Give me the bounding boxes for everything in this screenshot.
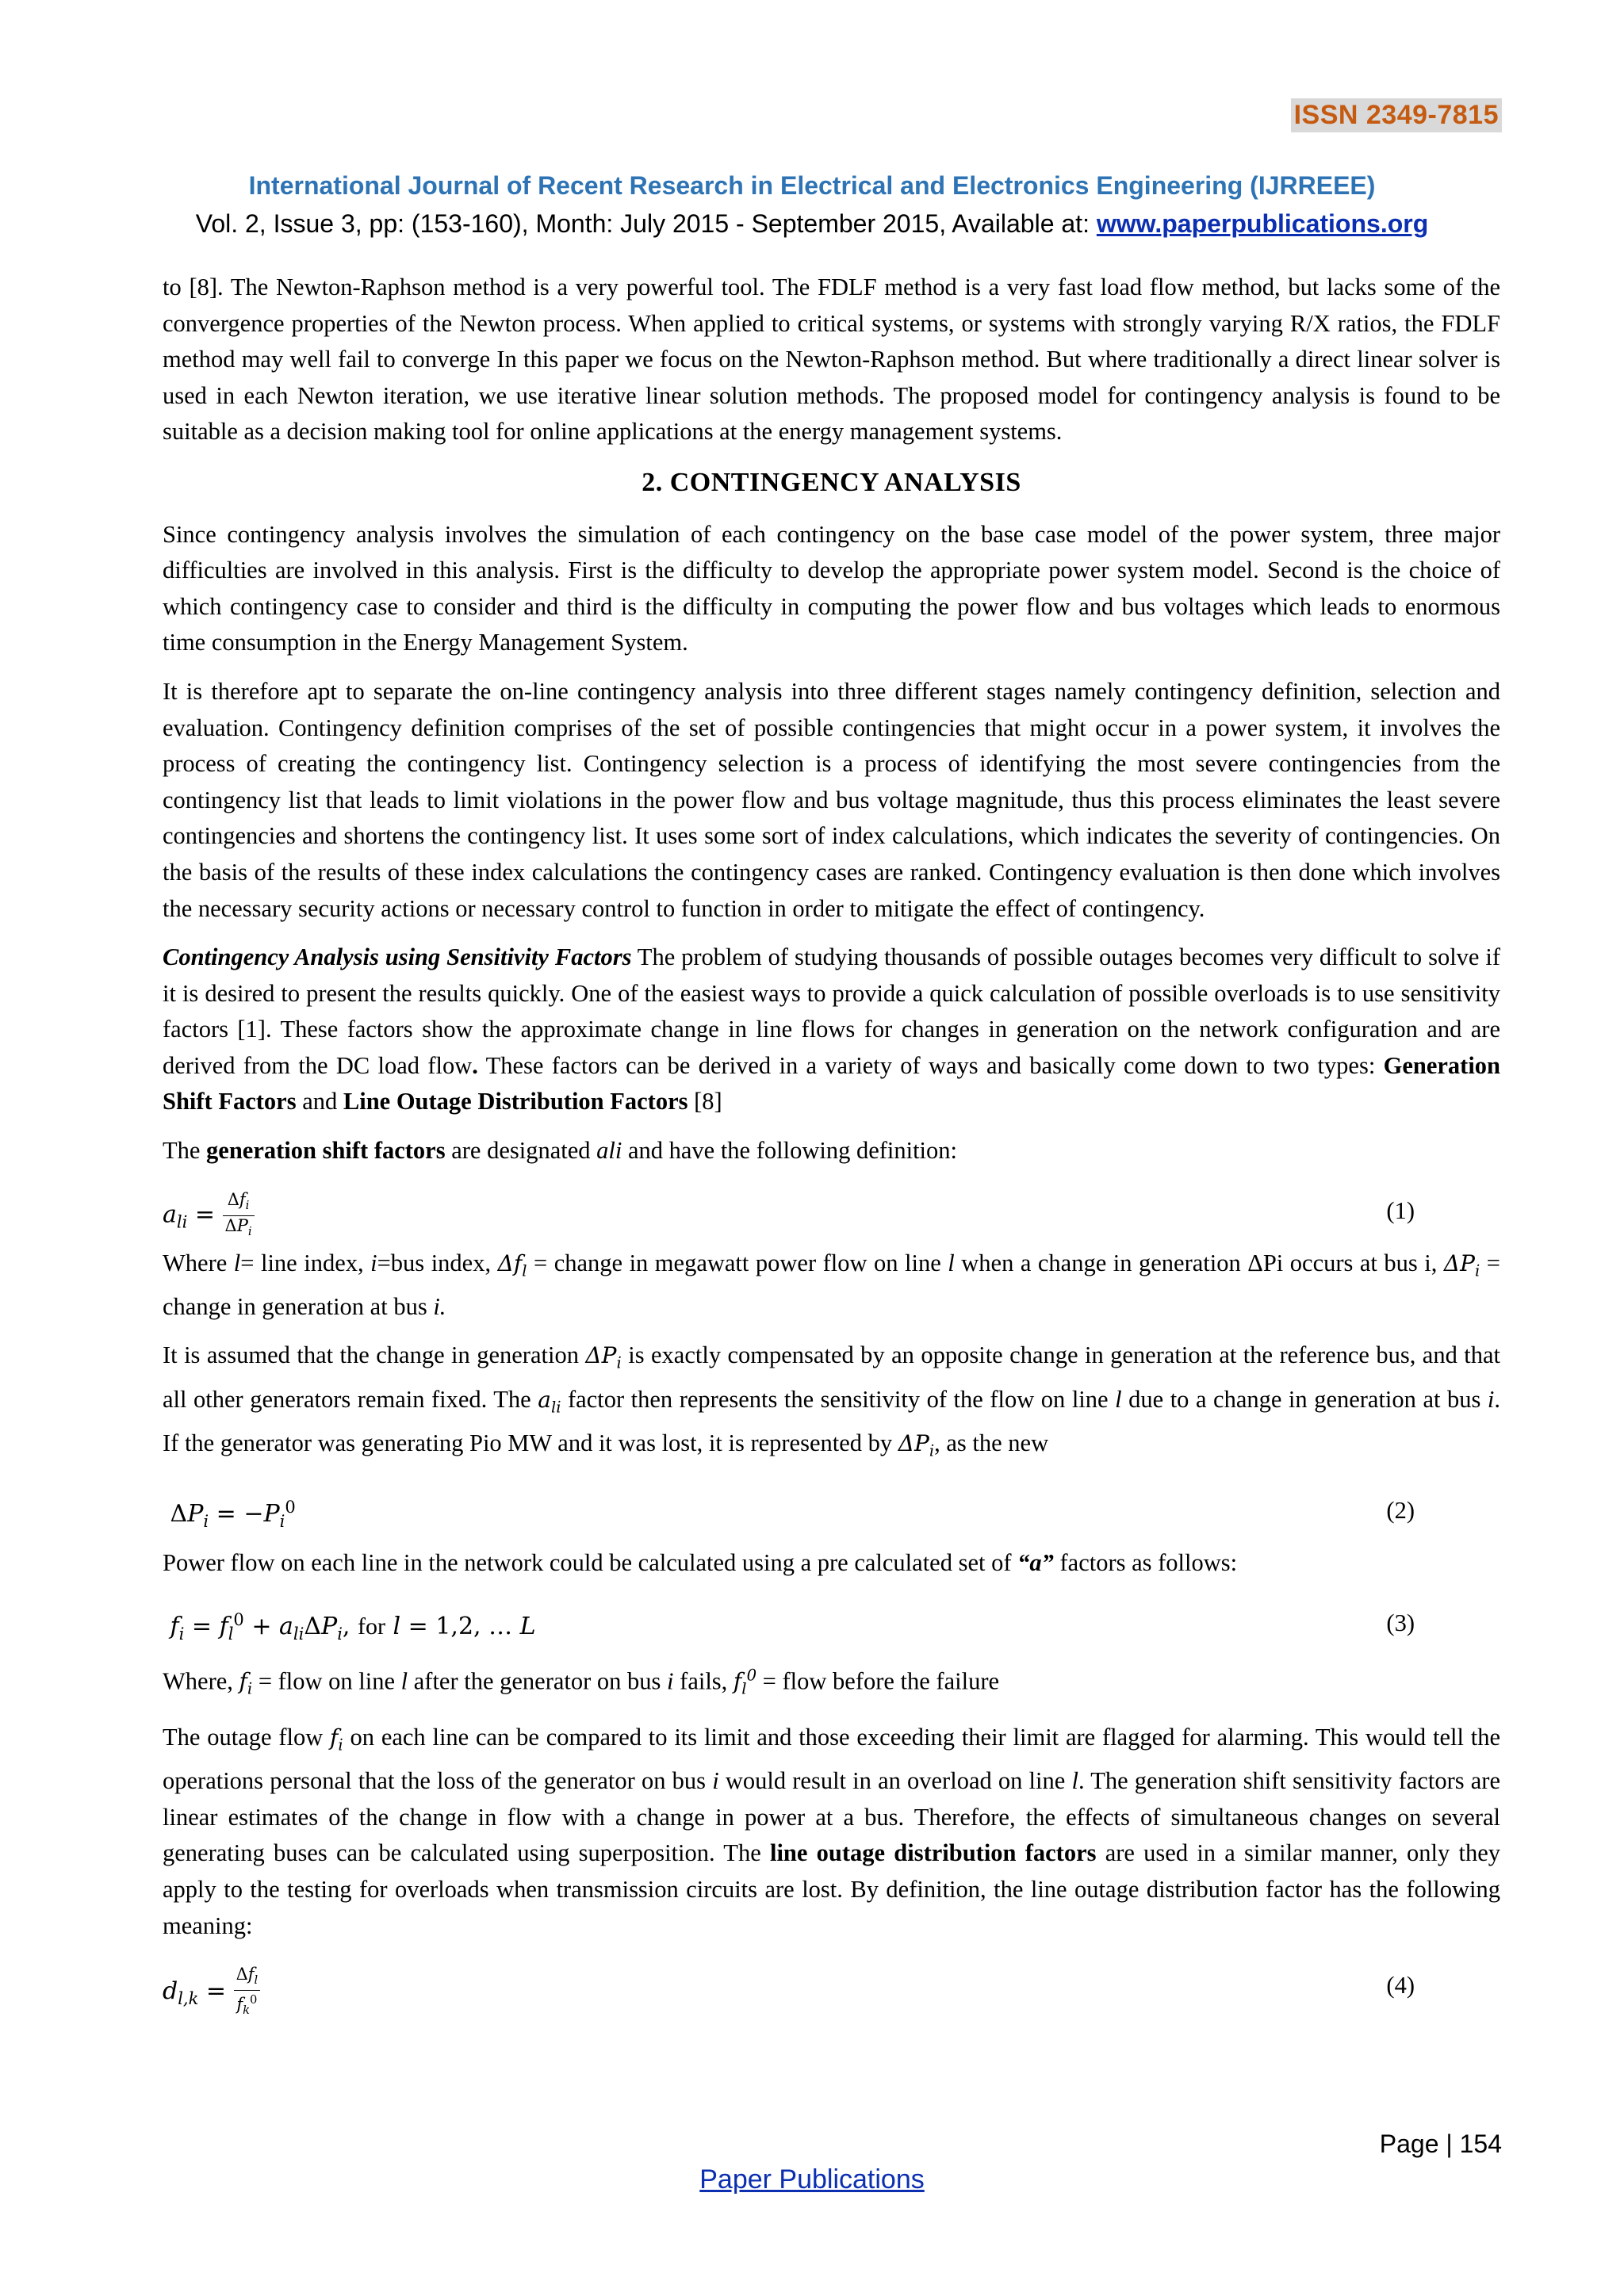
text-span: after the generator on bus (408, 1667, 668, 1694)
text-span: Where (163, 1249, 234, 1276)
journal-url-link[interactable]: www.paperpublications.org (1096, 209, 1429, 238)
paragraph-where-1: Where l= line index, i=bus index, $\Delta f_l$ = change in megawatt power flow on line l when a change in generation ΔPi occurs at bus i, $\Delta P_i$ = change in generation at bus i. (163, 1249, 1500, 1320)
text-span: . (472, 1051, 478, 1079)
page-number: Page | 154 (1379, 2130, 1502, 2158)
journal-title: International Journal of Recent Research in Electrical and Electronics Engineering (IJRREEE) (248, 171, 1376, 200)
equation-4-number: (4) (1386, 1972, 1415, 1999)
term-gsf: Generation Shift Factors (163, 1051, 1501, 1115)
paragraph-power-flow (163, 1545, 1500, 1582)
text-span: = flow before the failure (756, 1667, 1000, 1694)
equation-4-formula: $d_{l,k}$ = $\frac{\Delta f_l}{f_k^0}$ (163, 1965, 260, 2020)
text-span: on each line can be compared to its limit and those exceeding their limit are flagged for alarming. This would tell the operations personal that the loss of the generator on bus (163, 1724, 1500, 1795)
text-span: = flow on line (252, 1667, 401, 1694)
issn-badge: ISSN 2349-7815 (1291, 98, 1502, 132)
text-span: factor then represents the sensitivity of the flow on line (561, 1385, 1116, 1413)
text-span: = change in generation at bus (163, 1249, 1500, 1320)
paragraph-gsf-definition (163, 1133, 1500, 1169)
paragraph-sensitivity-factors (163, 939, 1500, 1120)
text-span: . If the generator was generating Pio MW and it was lost, it is represented by (163, 1385, 1501, 1456)
equation-3-number: (3) (1386, 1609, 1415, 1636)
equation-1-number: (1) (1386, 1196, 1415, 1224)
text-span: when a change in generation ΔPi occurs at bus i, (954, 1249, 1444, 1276)
volume-line (0, 209, 1624, 239)
text-span: It is assumed that the change in generation (163, 1341, 586, 1369)
paragraph-contingency-overview: Since contingency analysis involves the simulation of each contingency on the base case model of the power system, three major difficulties are involved in this analysis. First is the difficulty to develop the appropriate power system model. Second is the choice of which contingency case to consider and third is the difficulty in computing the power flow and bus voltages which leads to enormous time consumption in the Energy Management System. (163, 520, 1500, 656)
volume-text: Vol. 2, Issue 3, pp: (153-160), Month: July 2015 - September 2015, Available at: (195, 209, 1097, 238)
symbol-a-quoted: “a” (1017, 1549, 1054, 1576)
paragraph-where-2: Where, $f_i$ = flow on line l after the generator on bus i fails, $f_l^0$ = flow before the failure (163, 1666, 1000, 1698)
text-span: These factors can be derived in a variety of ways and basically come down to two types: (477, 1051, 1384, 1079)
equation-2-formula: $\Delta P_i = -P_i^0$ (163, 1498, 296, 1531)
paragraph-intro-continued: to [8]. The Newton-Raphson method is a very powerful tool. The FDLF method is a very fast load flow method, but lacks some of the convergence properties of the Newton process. When applied to critical systems, or systems with strongly varying R/X ratios, the FDLF method may well fail to converge In this paper we focus on the Newton-Raphson method. But where traditionally a direct linear solver is used in each Newton iteration, we use iterative linear solution methods. The proposed model for contingency analysis is found to be suitable as a decision making tool for online applications at the energy management systems. (163, 274, 1500, 446)
equation-3 (163, 1594, 1500, 1650)
text-span: and have the following definition: (622, 1137, 958, 1165)
term-lodf: Line Outage Distribution Factors (343, 1088, 688, 1115)
paragraph-contingency-stages: It is therefore apt to separate the on-line contingency analysis into three different stages namely contingency definition, selection and evaluation. Contingency definition comprises of the set of possible contingencies that might occur in a power system, it involves the process of creating the contingency list. Contingency selection is a process of identifying the most severe contingencies from the contingency list that leads to limit violations in the power flow and bus voltage magnitude, thus this process eliminates the least severe contingencies and shortens the contingency list. It uses some sort of index calculations, which indicates the severity of contingencies. On the basis of the results of these index calculations the contingency cases are ranked. Contingency evaluation is then done which involves the necessary security actions or necessary control to function in order to mitigate the effect of contingency. (163, 677, 1500, 922)
equation-1 (163, 1182, 1500, 1238)
text-span: The (163, 1137, 207, 1165)
text-span: is exactly compensated by an opposite change in generation at the reference bus, and that all other generators remain fixed. The (163, 1341, 1501, 1413)
equation-2 (163, 1482, 1500, 1537)
text-span: , as the new (934, 1429, 1049, 1456)
text-span: = line index, (240, 1249, 371, 1276)
term-gsf-lower: generation shift factors (206, 1137, 446, 1165)
term-lodf-lower: line outage distribution factors (769, 1839, 1097, 1867)
text-span: factors as follows: (1053, 1549, 1238, 1576)
footer (0, 2164, 1624, 2195)
text-span: are used in a similar manner, only they apply to the testing for overloads when transmission circuits are lost. By definition, the line outage distribution factor has the following meaning: (163, 1839, 1501, 1939)
paragraph-assumption: It is assumed that the change in generation $\Delta P_i$ is exactly compensated by an opposite change in generation at the reference bus, and that all other generators remain fixed. The $a_{li}$ factor then represents the sensitivity of the flow on line l due to a change in generation at bus i. If the generator was generating Pio MW and it was lost, it is represented by $\Delta P_i$, as the new (163, 1341, 1501, 1460)
publisher-link[interactable]: Paper Publications (699, 2164, 925, 2195)
text-span: would result in an overload on line (718, 1767, 1072, 1795)
citation: [8] (688, 1088, 722, 1115)
text-span: The outage flow (163, 1724, 331, 1751)
body-text (163, 270, 1500, 2020)
text-span: Power flow on each line in the network could be calculated using a pre calculated set of (163, 1549, 1018, 1576)
symbol-ali: ali (596, 1137, 622, 1165)
text-span: = change in megawatt power flow on line (527, 1249, 948, 1276)
equation-3-formula: $f_i = f_l^0 + a_{li}\Delta P_i$, for l = 1,2, … L (170, 1609, 536, 1644)
equation-4 (163, 1957, 1500, 2018)
text-span: due to a change in generation at bus (1121, 1385, 1488, 1413)
subsection-lead: Contingency Analysis using Sensitivity Factors (163, 943, 632, 971)
text-span: and (296, 1088, 343, 1115)
equation-1-formula: $a_{li}$ = $\frac{\Delta f_i}{\Delta P_i}$ (163, 1190, 255, 1242)
text-span: Where, (163, 1667, 239, 1694)
text-span: are designated (445, 1137, 597, 1165)
text-span: =bus index, (377, 1249, 498, 1276)
paragraph-outage-flow: The outage flow $f_i$ on each line can be compared to its limit and those exceeding their limit are flagged for alarming. This would tell the operations personal that the loss of the generator on bus i would result in an overload on line l. The generation shift sensitivity factors are linear estimates of the change in flow with a change in power at a bus. Therefore, the effects of simultaneous changes on several generating buses can be calculated using superposition. The line outage distribution factors are used in a similar manner, only they apply to the testing for overloads when transmission circuits are lost. By definition, the line outage distribution factor has the following meaning: (163, 1724, 1501, 1939)
text-span: The problem of studying thousands of possible outages becomes very difficult to solve if it is desired to present the results quickly. One of the easiest ways to provide a quick calculation of possible overloads is to use sensitivity factors [1]. These factors show the approximate change in line flows for changes in generation on the network configuration and are derived from the DC load flow (163, 943, 1500, 1079)
equation-2-number: (2) (1386, 1497, 1415, 1524)
section-heading: 2. CONTINGENCY ANALYSIS (642, 467, 1021, 497)
text-span: . The generation shift sensitivity factors are linear estimates of the change in flow with a change in power at a bus. Therefore, the effects of simultaneous changes on several generating buses can be calculated using superposition. The (163, 1767, 1500, 1867)
text-span: fails, (673, 1667, 733, 1694)
